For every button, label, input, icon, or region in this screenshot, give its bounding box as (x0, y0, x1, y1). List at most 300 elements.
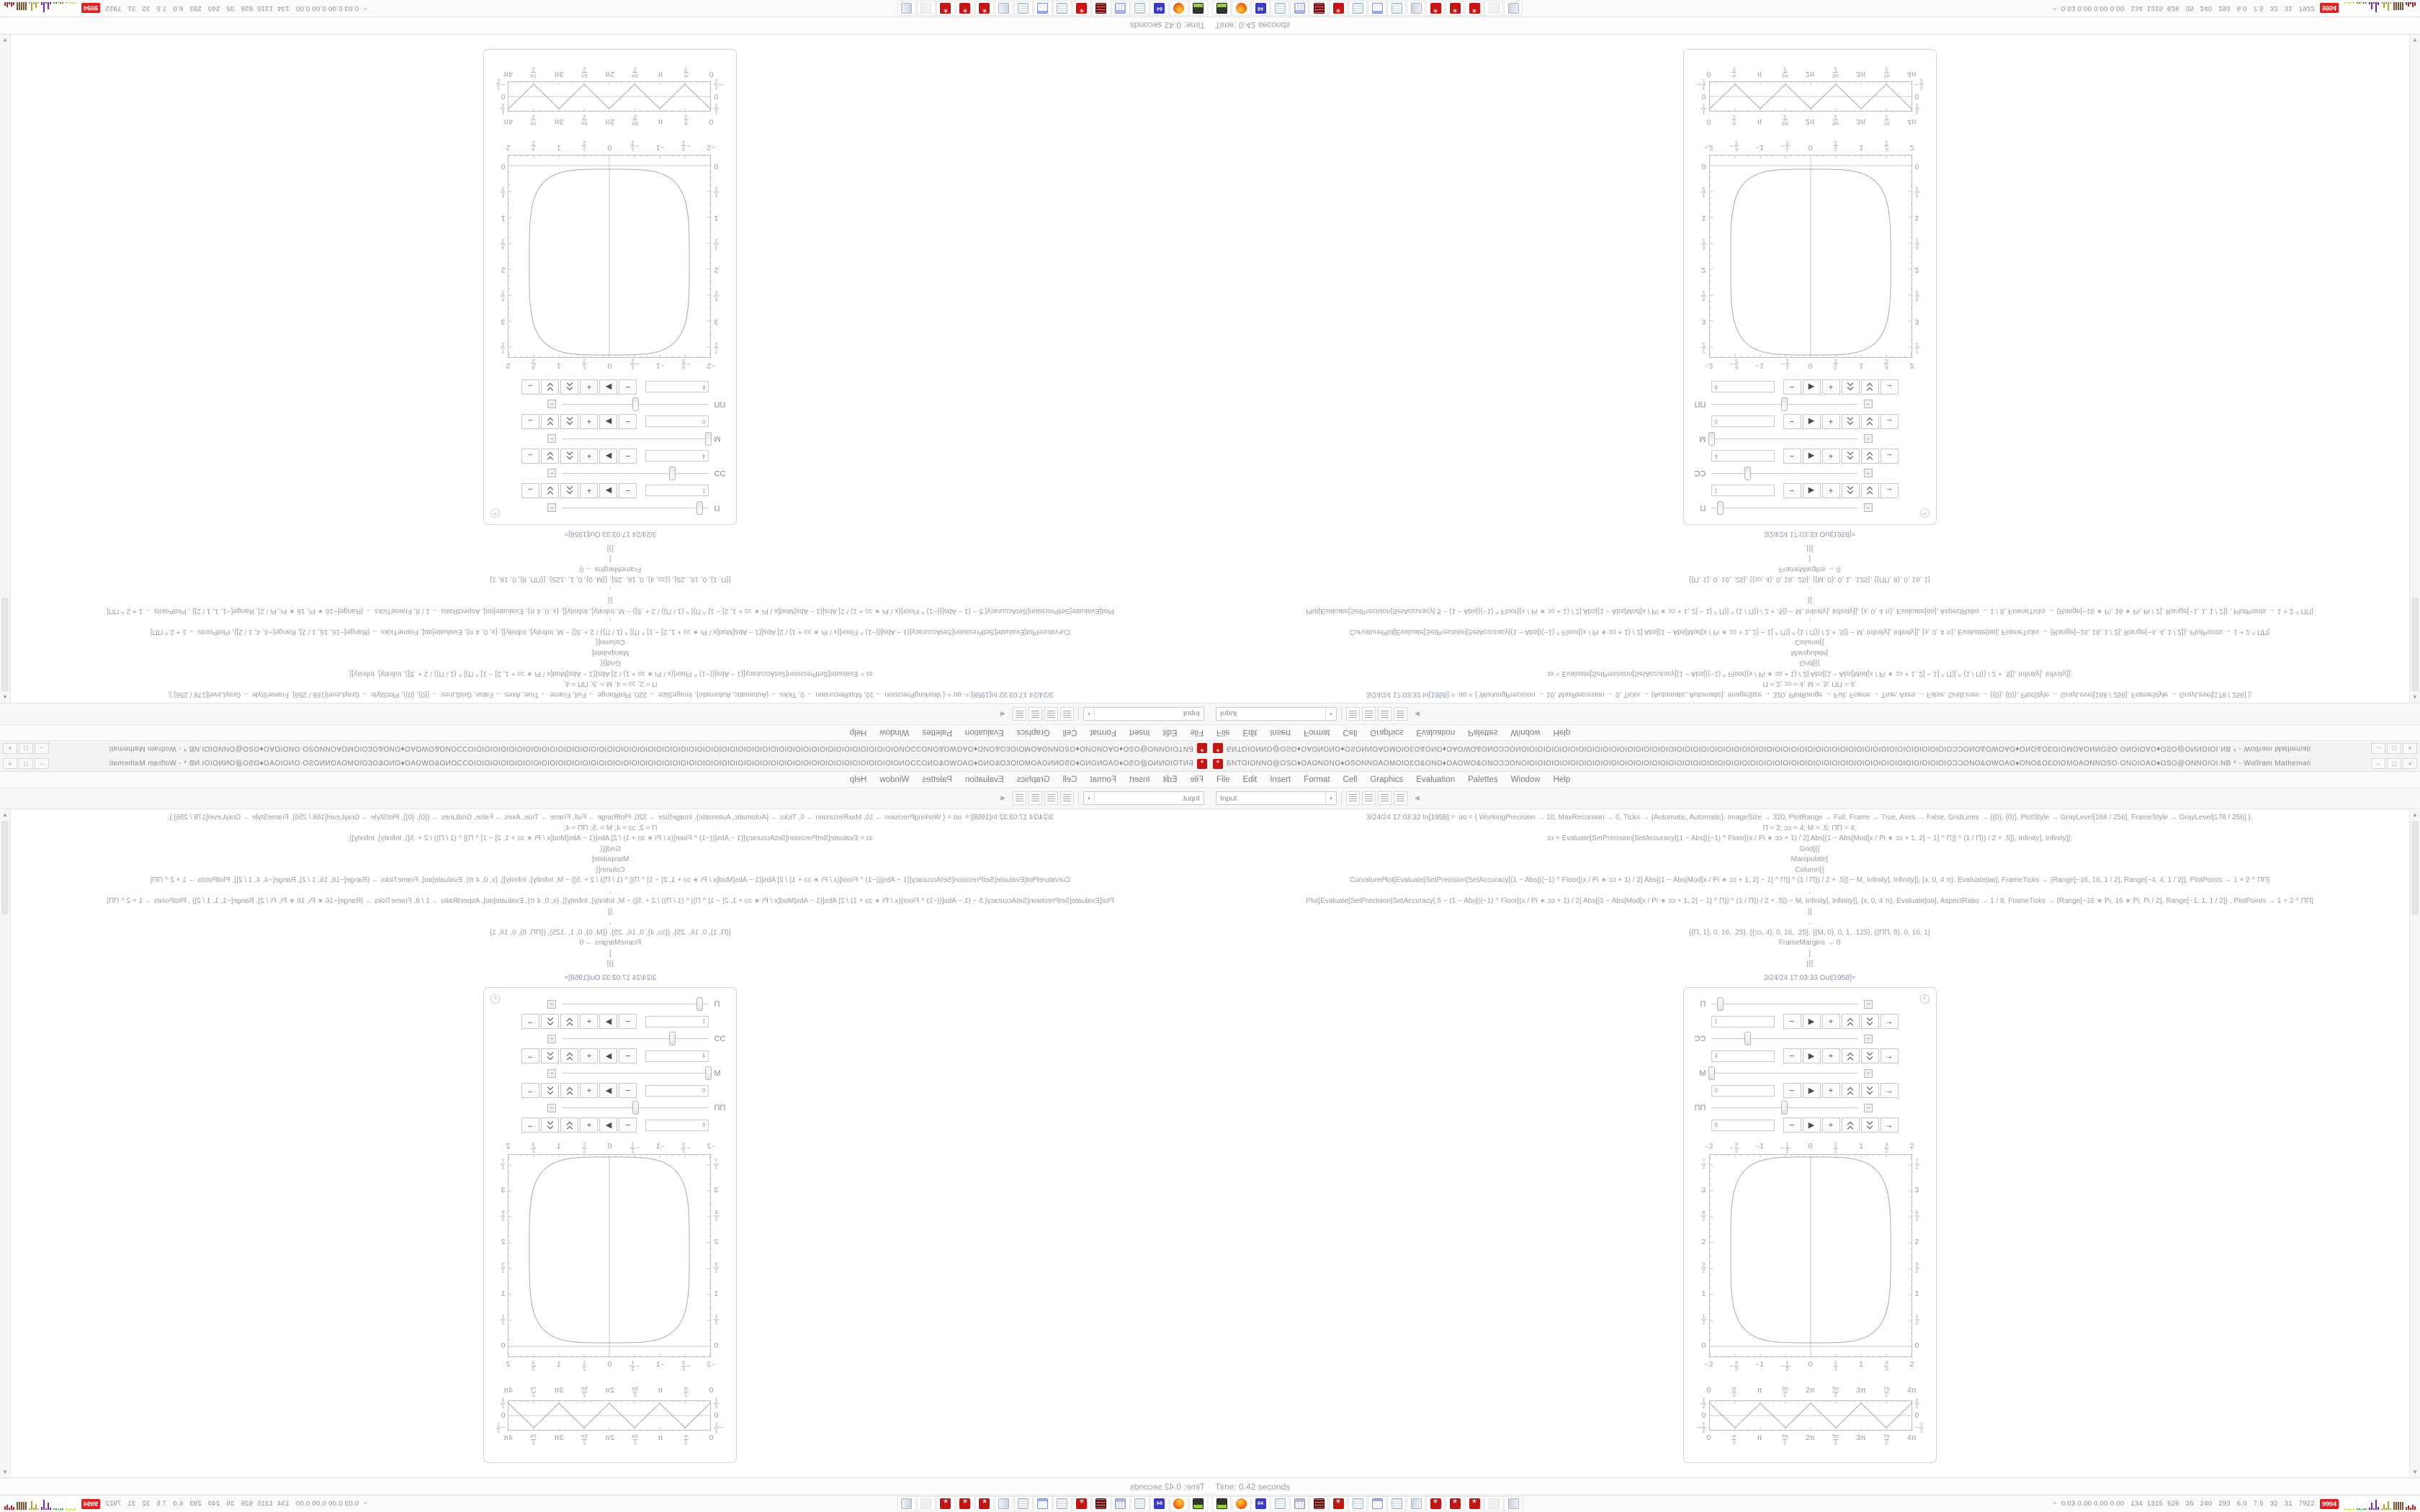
slider-M[interactable] (563, 431, 709, 447)
anim-minus-button[interactable]: − (619, 1117, 637, 1133)
slider-thumb[interactable] (1717, 502, 1724, 516)
anim-plus-button[interactable]: + (581, 1048, 599, 1063)
vertical-scrollbar[interactable] (2409, 809, 2420, 1477)
code-line[interactable]: ɜɜ = Evaluate[SetPrecision[SetAccuracy[(1 − Abs[((−1) ^ Floor[(x / Pi ∗ ɔɔ + 1) / 2] Abs[(1 − Abs[Mod[x / Pi ∗ ɔɔ + 1, 2] − 1] ^ Π)] ^ (1 / Π)) / 2 + .5]), Infinity], Infinity]]; (1546, 670, 2073, 678)
input-cell[interactable] (11, 543, 1210, 700)
taskbar-window-icon[interactable] (1034, 1496, 1052, 1511)
menu-item-cell[interactable]: Cell (1062, 728, 1077, 737)
slider-M[interactable] (1711, 431, 1857, 447)
alignment-button[interactable] (1028, 791, 1042, 805)
value-field[interactable]: 0 (646, 416, 709, 428)
code-line[interactable]: ɜɜ = Evaluate[SetPrecision[SetAccuracy[(1 − Abs[((−1) ^ Floor[(x / Pi ∗ ɔɔ + 1) / 2] Abs[(1 − Abs[Mod[x / Pi ∗ ɔɔ + 1, 2] − 1] ^ Π)] ^ (1 / Π)) / 2 + .5]), Infinity], Infinity]]; (347, 670, 874, 678)
code-line[interactable]: Plot[Evaluate[SetPrecision[SetAccuracy[.5 − (1 − Abs[((−1) ^ Floor[(x / Pi ∗ ɔɔ + 1) / 2] Abs[(1 − Abs[Mod[x / Pi ∗ ɔɔ + 1, 2] − 1] ^ Π)] ^ (1 / Π)) / 2 + .5]) − M, Infinity], Infinity]], {x, 0, 4 π}, Evaluate[ɑɑ], AspectRatio → 1 / 8, FrameTicks → {Range[−16 ∗ Pi, 16 ∗ Pi, Pi / 2], Range[−1, 1, 1 / 2]} , PlotPoints → 1 + 2 ^ ΠΠ] (107, 607, 1114, 615)
anim-chev-up-button[interactable] (1842, 414, 1860, 429)
anim-chev-down-button[interactable] (1861, 483, 1879, 498)
menu-item-edit[interactable]: Edit (1162, 728, 1178, 737)
close-button[interactable]: × (2403, 743, 2417, 754)
taskbar-window-icon[interactable] (1034, 1, 1052, 16)
anim-play-button[interactable]: ▶ (1803, 449, 1821, 464)
code-line[interactable]: Column[{ (1795, 865, 1824, 874)
toolbar-collapse-icon[interactable]: ◀ (1000, 794, 1005, 801)
code-line[interactable]: , (609, 918, 611, 926)
slider-ΠΠ[interactable] (1711, 1100, 1857, 1116)
anim-play-button[interactable]: ▶ (1803, 1117, 1821, 1133)
code-line[interactable]: Plot[Evaluate[SetPrecision[SetAccuracy[.5 − (1 − Abs[((−1) ^ Floor[(x / Pi ∗ ɔɔ + 1) / 2] Abs[(1 − Abs[Mod[x / Pi ∗ ɔɔ + 1, 2] − 1] ^ Π)] ^ (1 / Π)) / 2 + .5]) − M, Infinity], Infinity]], {x, 0, 4 π}, Evaluate[ɑɑ], AspectRatio → 1 / 8, FrameTicks → {Range[−16 ∗ Pi, 16 ∗ Pi, Pi / 2], Range[−1, 1, 1 / 2]} , PlotPoints → 1 + 2 ^ ΠΠ] (1306, 897, 2313, 905)
taskbar-gear-icon[interactable] (1426, 1, 1445, 16)
menu-item-insert[interactable]: Insert (1270, 775, 1291, 784)
code-line[interactable]: }] (1807, 907, 1812, 916)
anim-minus-button[interactable]: − (619, 483, 637, 498)
taskbar-window-icon[interactable] (1368, 1, 1386, 16)
menu-item-insert[interactable]: Insert (1129, 775, 1150, 784)
anim-arrow-right-button[interactable]: → (1881, 1083, 1899, 1098)
anim-chev-down-button[interactable] (1861, 1117, 1879, 1133)
alignment-button[interactable] (1044, 791, 1058, 805)
value-field[interactable]: 8 (646, 1120, 709, 1131)
anim-chev-down-button[interactable] (542, 414, 560, 429)
menu-item-edit[interactable]: Edit (1242, 728, 1258, 737)
anim-arrow-right-button[interactable]: → (522, 414, 540, 429)
taskbar-faded-icon[interactable] (1484, 1, 1503, 16)
code-line[interactable]: 3/24/24 17:03:32 In[1958]:= ɑɑ = { WorkingPrecision → 10, MaxRecursion → 0, Ticks → {Automatic, Automatic}, ImageSize → 320, PlotRange → Full, Frame → True, Axes → False, GridLines → {{0}, {0}}, PlotStyle → GrayLevel[168 / 256], FrameStyle → GrayLevel[178 / 256] }; (167, 814, 1054, 822)
code-line[interactable]: FrameMargins → 0 (1778, 939, 1841, 947)
code-line[interactable]: 3/24/24 17:03:32 In[1958]:= ɑɑ = { WorkingPrecision → 10, MaxRecursion → 0, Ticks → {Automatic, Automatic}, ImageSize → 320, PlotRange → Full, Frame → True, Axes → False, GridLines → {{0}, {0}}, PlotStyle → GrayLevel[168 / 256], FrameStyle → GrayLevel[178 / 256] }; (1366, 690, 2253, 698)
anim-minus-button[interactable]: − (1783, 414, 1801, 429)
anim-plus-button[interactable]: + (1822, 1083, 1840, 1098)
anim-chev-down-button[interactable] (1861, 449, 1879, 464)
value-field[interactable]: 8 (1711, 382, 1775, 393)
value-field[interactable]: 0 (646, 1085, 709, 1097)
menu-item-evaluation[interactable]: Evaluation (1416, 728, 1456, 737)
menu-item-insert[interactable]: Insert (1270, 728, 1291, 737)
alignment-button[interactable] (1028, 707, 1042, 721)
anim-plus-button[interactable]: + (1822, 414, 1840, 429)
control-collapse-button[interactable]: − (548, 400, 557, 409)
taskbar-gear-icon[interactable] (956, 1, 974, 16)
anim-chev-down-button[interactable] (1861, 414, 1879, 429)
control-collapse-button[interactable]: − (1864, 1069, 1873, 1078)
slider-thumb[interactable] (632, 1101, 639, 1115)
control-collapse-button[interactable]: − (548, 435, 557, 444)
code-line[interactable]: Manipulate[ (591, 855, 629, 863)
input-cell[interactable] (1210, 813, 2409, 970)
taskbar-gear-icon[interactable] (1072, 1496, 1091, 1511)
anim-play-button[interactable]: ▶ (600, 1117, 618, 1133)
scroll-down-icon[interactable]: ▼ (2, 37, 8, 43)
taskbar-notepad-icon[interactable] (1387, 1, 1406, 16)
value-field[interactable]: 4 (646, 451, 709, 462)
menu-item-edit[interactable]: Edit (1242, 775, 1258, 784)
value-field[interactable]: 0 (1711, 416, 1775, 428)
tray-expander-icon[interactable]: ^ (364, 1500, 367, 1508)
menu-item-window[interactable]: Window (1510, 728, 1541, 737)
taskbar-faded-icon[interactable] (1484, 1496, 1503, 1511)
menu-item-cell[interactable]: Cell (1062, 775, 1077, 784)
manipulate-options-button[interactable]: + (491, 994, 501, 1004)
anim-minus-button[interactable]: − (619, 414, 637, 429)
control-collapse-button[interactable]: − (1864, 469, 1873, 478)
menu-item-help[interactable]: Help (849, 728, 867, 737)
menu-item-window[interactable]: Window (879, 728, 910, 737)
slider-thumb[interactable] (706, 1066, 712, 1080)
taskbar-scroll-icon[interactable] (1407, 1496, 1425, 1511)
alignment-button[interactable] (1346, 791, 1360, 805)
anim-play-button[interactable]: ▶ (600, 414, 618, 429)
scroll-down-icon[interactable]: ▼ (2412, 37, 2418, 43)
taskbar-book-icon[interactable] (1092, 1496, 1111, 1511)
tray-expander-icon[interactable]: ^ (2053, 4, 2056, 12)
control-collapse-button[interactable]: − (1864, 1000, 1873, 1009)
cell-style-dropdown[interactable] (1083, 791, 1204, 805)
code-line[interactable]: }] (1807, 596, 1812, 605)
anim-play-button[interactable]: ▶ (1803, 379, 1821, 395)
close-button[interactable]: × (3, 743, 17, 754)
alignment-button[interactable] (1362, 707, 1376, 721)
tray-expander-icon[interactable]: ^ (364, 4, 367, 12)
tray-expander-icon[interactable]: ^ (2053, 1500, 2056, 1508)
anim-chev-down-button[interactable] (542, 449, 560, 464)
anim-chev-down-button[interactable] (1861, 1014, 1879, 1029)
slider-thumb[interactable] (1781, 398, 1788, 412)
taskbar-floppy-icon[interactable] (1251, 1, 1270, 16)
anim-play-button[interactable]: ▶ (1803, 414, 1821, 429)
alignment-button[interactable] (1378, 707, 1392, 721)
slider-thumb[interactable] (696, 502, 703, 516)
anim-arrow-right-button[interactable]: → (1881, 379, 1899, 395)
anim-play-button[interactable]: ▶ (1803, 1014, 1821, 1029)
taskbar-gear-icon[interactable] (1446, 1496, 1464, 1511)
code-line[interactable]: Plot[Evaluate[SetPrecision[SetAccuracy[.5 − (1 − Abs[((−1) ^ Floor[(x / Pi ∗ ɔɔ + 1) / 2] Abs[(1 − Abs[Mod[x / Pi ∗ ɔɔ + 1, 2] − 1] ^ Π)] ^ (1 / Π)) / 2 + .5]) − M, Infinity], Infinity]], {x, 0, 4 π}, Evaluate[ɑɑ], AspectRatio → 1 / 8, FrameTicks → {Range[−16 ∗ Pi, 16 ∗ Pi, Pi / 2], Range[−1, 1, 1 / 2]} , PlotPoints → 1 + 2 ^ ΠΠ] (107, 897, 1114, 905)
scroll-up-icon[interactable]: ▲ (2, 811, 8, 818)
anim-arrow-right-button[interactable]: → (522, 1117, 540, 1133)
taskbar-floppy-icon[interactable] (1150, 1, 1169, 16)
taskbar-notepad-icon[interactable] (1053, 1, 1072, 16)
slider-M[interactable] (563, 1066, 709, 1081)
maximize-button[interactable]: □ (19, 758, 33, 769)
code-line[interactable]: }}] (1806, 544, 1814, 552)
alignment-button[interactable] (1013, 791, 1026, 805)
taskbar-gear-icon[interactable] (1072, 1, 1091, 16)
code-line[interactable]: CurvaturePlot[Evaluate[SetPrecision[SetAccuracy[(1 − Abs[((−1) ^ Floor[(x / Pi ∗ ɔɔ + 1) / 2] Abs[(1 − Abs[Mod[x / Pi ∗ ɔɔ + 1, 2] − 1] ^ Π)] ^ (1 / Π)) / 2 + .5]) − M, Infinity], Infinity]], {x, 0, 4 π}, Evaluate[ɑɑ], FrameTicks → {Range[−16, 16, 1 / 2], Range[−4, 4, 1 / 2]}, PlotPoints → 1 + 2 ^ ΠΠ] (1349, 628, 2270, 636)
taskbar-scroll-icon[interactable] (897, 1, 916, 16)
scroll-down-icon[interactable]: ▼ (2412, 1469, 2418, 1475)
code-line[interactable]: CurvaturePlot[Evaluate[SetPrecision[SetAccuracy[(1 − Abs[((−1) ^ Floor[(x / Pi ∗ ɔɔ + 1) / 2] Abs[(1 − Abs[Mod[x / Pi ∗ ɔɔ + 1, 2] − 1] ^ Π)] ^ (1 / Π)) / 2 + .5]) − M, Infinity], Infinity]], {x, 0, 4 π}, Evaluate[ɑɑ], FrameTicks → {Range[−16, 16, 1 / 2], Range[−4, 4, 1 / 2]}, PlotPoints → 1 + 2 ^ ΠΠ] (150, 628, 1071, 636)
code-line[interactable]: {{Π, 1}, 0, 16, .25}, {{ɔɔ, 4}, 0, 16, .25}, {{M, 0}, 0, 1, .125}, {{ΠΠ, 8}, 0, 16, 1} (489, 575, 732, 584)
anim-plus-button[interactable]: + (1822, 1117, 1840, 1133)
code-line[interactable]: }}] (1806, 960, 1814, 968)
anim-plus-button[interactable]: + (1822, 483, 1840, 498)
control-collapse-button[interactable]: − (548, 504, 557, 513)
window-titlebar[interactable] (0, 756, 1210, 772)
anim-plus-button[interactable]: + (1822, 1014, 1840, 1029)
anim-plus-button[interactable]: + (1822, 1048, 1840, 1063)
alignment-button[interactable] (1044, 707, 1058, 721)
minimize-button[interactable]: – (2371, 758, 2385, 769)
taskbar-notepad-icon[interactable] (1131, 1, 1150, 16)
slider-thumb[interactable] (1744, 467, 1751, 481)
code-line[interactable]: {{Π, 1}, 0, 16, .25}, {{ɔɔ, 4}, 0, 16, .25}, {{M, 0}, 0, 1, .125}, {{ΠΠ, 8}, 0, 16, 1} (489, 928, 732, 937)
taskbar-faded-icon[interactable] (917, 1496, 936, 1511)
anim-chev-up-button[interactable] (1842, 449, 1860, 464)
code-line[interactable]: Manipulate[ (1791, 649, 1829, 657)
taskbar-faded-icon[interactable] (917, 1, 936, 16)
anim-chev-down-button[interactable] (542, 1048, 560, 1063)
anim-arrow-right-button[interactable]: → (522, 483, 540, 498)
taskbar-gear-icon[interactable] (1465, 1, 1484, 16)
anim-chev-down-button[interactable] (542, 1117, 560, 1133)
input-cell[interactable] (11, 813, 1210, 970)
taskbar-notepad-icon[interactable] (1348, 1, 1367, 16)
anim-chev-down-button[interactable] (1861, 1083, 1879, 1098)
slider-Π[interactable] (563, 500, 709, 516)
anim-chev-up-button[interactable] (561, 1083, 579, 1098)
anim-chev-up-button[interactable] (1842, 379, 1860, 395)
control-collapse-button[interactable]: − (1864, 400, 1873, 409)
anim-play-button[interactable]: ▶ (600, 1083, 618, 1098)
code-line[interactable]: 3/24/24 17:03:32 In[1958]:= ɑɑ = { WorkingPrecision → 10, MaxRecursion → 0, Ticks → {Automatic, Automatic}, ImageSize → 320, PlotRange → Full, Frame → True, Axes → False, GridLines → {{0}, {0}}, PlotStyle → GrayLevel[168 / 256], FrameStyle → GrayLevel[178 / 256] }; (167, 690, 1054, 698)
code-line[interactable]: , (609, 886, 611, 895)
taskbar-book-icon[interactable] (1309, 1, 1328, 16)
menu-item-file[interactable]: File (1190, 728, 1204, 737)
taskbar-firefox-icon[interactable] (1170, 1, 1188, 16)
control-collapse-button[interactable]: − (548, 1104, 557, 1112)
scrollbar-thumb[interactable] (2411, 821, 2419, 914)
slider-Π[interactable] (1711, 996, 1857, 1012)
menu-item-help[interactable]: Help (849, 775, 867, 784)
taskbar-scroll-icon[interactable] (897, 1496, 916, 1511)
close-button[interactable]: × (2403, 758, 2417, 769)
taskbar-firefox-icon[interactable] (1232, 1, 1250, 16)
alignment-button[interactable] (1060, 791, 1074, 805)
code-line[interactable]: FrameMargins → 0 (1778, 565, 1841, 573)
slider-ΠΠ[interactable] (1711, 397, 1857, 413)
slider-thumb[interactable] (1717, 997, 1724, 1011)
scrollbar-thumb[interactable] (2411, 598, 2419, 691)
code-line[interactable]: Π = 2; ɔɔ = 4; M = .5; ΠΠ = 4; (1762, 824, 1857, 832)
menu-item-palettes[interactable]: Palettes (1468, 728, 1498, 737)
taskbar-calc-icon[interactable] (1111, 1, 1130, 16)
code-line[interactable]: {{Π, 1}, 0, 16, .25}, {{ɔɔ, 4}, 0, 16, .25}, {{M, 0}, 0, 1, .125}, {{ΠΠ, 8}, 0, 16, 1} (1688, 928, 1931, 937)
anim-arrow-right-button[interactable]: → (1881, 449, 1899, 464)
value-field[interactable]: 1 (1711, 1016, 1775, 1027)
menu-item-palettes[interactable]: Palettes (922, 728, 952, 737)
code-line[interactable]: Grid[{{ (600, 659, 621, 667)
code-line[interactable]: 3/24/24 17:03:32 In[1958]:= ɑɑ = { WorkingPrecision → 10, MaxRecursion → 0, Ticks → {Automatic, Automatic}, ImageSize → 320, PlotRange → Full, Frame → True, Axes → False, GridLines → {{0}, {0}}, PlotStyle → GrayLevel[168 / 256], FrameStyle → GrayLevel[178 / 256] }; (1366, 814, 2253, 822)
slider-thumb[interactable] (1781, 1101, 1788, 1115)
anim-chev-up-button[interactable] (561, 1117, 579, 1133)
code-line[interactable]: CurvaturePlot[Evaluate[SetPrecision[SetAccuracy[(1 − Abs[((−1) ^ Floor[(x / Pi ∗ ɔɔ + 1) / 2] Abs[(1 − Abs[Mod[x / Pi ∗ ɔɔ + 1, 2] − 1] ^ Π)] ^ (1 / Π)) / 2 + .5]) − M, Infinity], Infinity]], {x, 0, 4 π}, Evaluate[ɑɑ], FrameTicks → {Range[−16, 16, 1 / 2], Range[−4, 4, 1 / 2]}, PlotPoints → 1 + 2 ^ ΠΠ] (1349, 876, 2270, 884)
code-line[interactable]: FrameMargins → 0 (579, 565, 642, 573)
menu-item-file[interactable]: File (1190, 775, 1204, 784)
anim-chev-up-button[interactable] (1842, 1014, 1860, 1029)
scroll-up-icon[interactable]: ▲ (2412, 811, 2418, 818)
anim-arrow-right-button[interactable]: → (522, 449, 540, 464)
code-line[interactable]: Π = 2; ɔɔ = 4; M = .5; ΠΠ = 4; (563, 824, 658, 832)
anim-plus-button[interactable]: + (581, 1083, 599, 1098)
anim-minus-button[interactable]: − (1783, 1117, 1801, 1133)
code-line[interactable]: Column[{ (596, 865, 625, 874)
cell-style-dropdown[interactable] (1216, 707, 1337, 721)
code-line[interactable]: FrameMargins → 0 (579, 939, 642, 947)
scrollbar-thumb[interactable] (1, 598, 9, 691)
anim-minus-button[interactable]: − (619, 1083, 637, 1098)
anim-chev-down-button[interactable] (1861, 1048, 1879, 1063)
anim-plus-button[interactable]: + (1822, 379, 1840, 395)
anim-plus-button[interactable]: + (581, 379, 599, 395)
control-collapse-button[interactable]: − (1864, 435, 1873, 444)
anim-plus-button[interactable]: + (581, 1117, 599, 1133)
anim-minus-button[interactable]: − (1783, 1083, 1801, 1098)
anim-chev-up-button[interactable] (1842, 1117, 1860, 1133)
value-field[interactable]: 1 (646, 1016, 709, 1027)
code-line[interactable]: CurvaturePlot[Evaluate[SetPrecision[SetAccuracy[(1 − Abs[((−1) ^ Floor[(x / Pi ∗ ɔɔ + 1) / 2] Abs[(1 − Abs[Mod[x / Pi ∗ ɔɔ + 1, 2] − 1] ^ Π)] ^ (1 / Π)) / 2 + .5]) − M, Infinity], Infinity]], {x, 0, 4 π}, Evaluate[ɑɑ], FrameTicks → {Range[−16, 16, 1 / 2], Range[−4, 4, 1 / 2]}, PlotPoints → 1 + 2 ^ ΠΠ] (150, 876, 1071, 884)
code-line[interactable]: }}] (606, 960, 614, 968)
taskbar-notepad-icon[interactable] (1270, 1496, 1289, 1511)
taskbar-calc-icon[interactable] (1111, 1496, 1130, 1511)
code-line[interactable]: Plot[Evaluate[SetPrecision[SetAccuracy[.5 − (1 − Abs[((−1) ^ Floor[(x / Pi ∗ ɔɔ + 1) / 2] Abs[(1 − Abs[Mod[x / Pi ∗ ɔɔ + 1, 2] − 1] ^ Π)] ^ (1 / Π)) / 2 + .5]) − M, Infinity], Infinity]], {x, 0, 4 π}, Evaluate[ɑɑ], AspectRatio → 1 / 8, FrameTicks → {Range[−16 ∗ Pi, 16 ∗ Pi, Pi / 2], Range[−1, 1, 1 / 2]} , PlotPoints → 1 + 2 ^ ΠΠ] (1306, 607, 2313, 615)
anim-minus-button[interactable]: − (1783, 1014, 1801, 1029)
taskbar-gear-icon[interactable] (975, 1, 994, 16)
window-titlebar[interactable] (1210, 756, 2420, 772)
anim-chev-up-button[interactable] (561, 1048, 579, 1063)
taskbar-notepad-icon[interactable] (1270, 1, 1289, 16)
code-line[interactable]: , (1809, 918, 1811, 926)
menu-item-help[interactable]: Help (1553, 728, 1571, 737)
value-field[interactable]: 0 (1711, 1085, 1775, 1097)
slider-thumb[interactable] (1744, 1032, 1751, 1045)
code-line[interactable]: }] (608, 907, 613, 916)
taskbar-scroll-icon[interactable] (995, 1, 1013, 16)
cell-style-dropdown[interactable] (1216, 791, 1337, 805)
code-line[interactable]: }}] (606, 544, 614, 552)
code-line[interactable]: , (1809, 886, 1811, 895)
code-line[interactable]: ] (1809, 949, 1811, 958)
minimize-button[interactable]: – (35, 758, 49, 769)
anim-chev-up-button[interactable] (1842, 1048, 1860, 1063)
menu-item-evaluation[interactable]: Evaluation (964, 775, 1004, 784)
anim-plus-button[interactable]: + (1822, 449, 1840, 464)
anim-chev-up-button[interactable] (561, 483, 579, 498)
slider-thumb[interactable] (632, 398, 639, 412)
menu-item-cell[interactable]: Cell (1343, 728, 1358, 737)
anim-arrow-right-button[interactable]: → (1881, 414, 1899, 429)
value-field[interactable]: 4 (1711, 451, 1775, 462)
manipulate-options-button[interactable]: + (491, 509, 501, 518)
taskbar-notepad-icon[interactable] (1014, 1, 1033, 16)
window-titlebar[interactable] (0, 740, 1210, 756)
taskbar-book-icon[interactable] (1309, 1496, 1328, 1511)
value-field[interactable]: 8 (1711, 1120, 1775, 1131)
anim-chev-up-button[interactable] (1842, 1083, 1860, 1098)
code-line[interactable]: Grid[{{ (600, 845, 621, 853)
vertical-scrollbar[interactable] (0, 35, 11, 703)
anim-chev-down-button[interactable] (542, 1083, 560, 1098)
code-line[interactable]: Grid[{{ (1799, 659, 1820, 667)
menu-item-evaluation[interactable]: Evaluation (964, 728, 1004, 737)
taskbar-floppy-icon[interactable] (1150, 1496, 1169, 1511)
alignment-button[interactable] (1362, 791, 1376, 805)
input-cell[interactable] (1210, 543, 2409, 700)
menu-item-file[interactable]: File (1216, 728, 1230, 737)
toolbar-collapse-icon[interactable]: ◀ (1415, 711, 1420, 718)
slider-ΠΠ[interactable] (563, 1100, 709, 1116)
code-line[interactable]: ] (609, 554, 611, 563)
minimize-button[interactable]: – (2371, 743, 2385, 754)
anim-arrow-right-button[interactable]: → (522, 1048, 540, 1063)
menu-item-cell[interactable]: Cell (1343, 775, 1358, 784)
taskbar-gear-icon[interactable] (1446, 1, 1464, 16)
scroll-up-icon[interactable]: ▲ (2412, 694, 2418, 701)
notebook-content[interactable] (11, 35, 1210, 703)
anim-plus-button[interactable]: + (581, 449, 599, 464)
slider-thumb[interactable] (669, 467, 676, 481)
anim-minus-button[interactable]: − (1783, 449, 1801, 464)
vertical-scrollbar[interactable] (2409, 35, 2420, 703)
window-titlebar[interactable] (1210, 740, 2420, 756)
taskbar-notepad-icon[interactable] (1131, 1496, 1150, 1511)
anim-chev-up-button[interactable] (561, 414, 579, 429)
taskbar-gear-icon[interactable] (975, 1496, 994, 1511)
slider-thumb[interactable] (669, 1032, 676, 1045)
taskbar-notepad-icon[interactable] (1387, 1496, 1406, 1511)
close-button[interactable]: × (3, 758, 17, 769)
menu-item-graphics[interactable]: Graphics (1370, 775, 1404, 784)
anim-chev-up-button[interactable] (561, 449, 579, 464)
code-line[interactable]: Manipulate[ (1791, 855, 1829, 863)
taskbar-terminal-icon[interactable] (1212, 1, 1231, 16)
toolbar-collapse-icon[interactable]: ◀ (1000, 711, 1005, 718)
slider-ƆƆ[interactable] (1711, 1031, 1857, 1047)
code-line[interactable]: Manipulate[ (591, 649, 629, 657)
slider-thumb[interactable] (1708, 433, 1715, 446)
code-line[interactable]: Column[{ (596, 638, 625, 647)
anim-chev-up-button[interactable] (561, 379, 579, 395)
anim-play-button[interactable]: ▶ (600, 1014, 618, 1029)
code-line[interactable]: Π = 2; ɔɔ = 4; M = .5; ΠΠ = 4; (1762, 680, 1857, 688)
manipulate-options-button[interactable]: + (1920, 509, 1930, 518)
anim-arrow-right-button[interactable]: → (1881, 483, 1899, 498)
code-line[interactable]: ɜɜ = Evaluate[SetPrecision[SetAccuracy[(1 − Abs[((−1) ^ Floor[(x / Pi ∗ ɔɔ + 1) / 2] Abs[(1 − Abs[Mod[x / Pi ∗ ɔɔ + 1, 2] − 1] ^ Π)] ^ (1 / Π)) / 2 + .5]), Infinity], Infinity]]; (347, 834, 874, 842)
anim-minus-button[interactable]: − (1783, 483, 1801, 498)
value-field[interactable]: 4 (1711, 1050, 1775, 1062)
slider-ƆƆ[interactable] (1711, 466, 1857, 482)
alignment-button[interactable] (1378, 791, 1392, 805)
taskbar-gear-icon[interactable] (1329, 1, 1348, 16)
menu-item-help[interactable]: Help (1553, 775, 1571, 784)
manipulate-options-button[interactable]: + (1920, 994, 1930, 1004)
notebook-content[interactable] (1210, 35, 2409, 703)
control-collapse-button[interactable]: − (1864, 1035, 1873, 1043)
anim-play-button[interactable]: ▶ (1803, 1083, 1821, 1098)
cell-style-dropdown[interactable] (1083, 707, 1204, 721)
anim-arrow-right-button[interactable]: → (1881, 1117, 1899, 1133)
taskbar-gear-icon[interactable] (936, 1, 955, 16)
anim-chev-down-button[interactable] (542, 483, 560, 498)
toolbar-collapse-icon[interactable]: ◀ (1415, 794, 1420, 801)
taskbar-gear-icon[interactable] (1329, 1496, 1348, 1511)
code-line[interactable]: Grid[{{ (1799, 845, 1820, 853)
menu-item-edit[interactable]: Edit (1162, 775, 1178, 784)
control-collapse-button[interactable]: − (548, 1069, 557, 1078)
taskbar-notepad-icon[interactable] (1053, 1496, 1072, 1511)
taskbar-firefox-icon[interactable] (1232, 1496, 1250, 1511)
anim-chev-down-button[interactable] (542, 1014, 560, 1029)
anim-chev-up-button[interactable] (561, 1014, 579, 1029)
slider-Π[interactable] (1711, 500, 1857, 516)
alignment-button[interactable] (1394, 707, 1407, 721)
anim-minus-button[interactable]: − (1783, 379, 1801, 395)
anim-play-button[interactable]: ▶ (600, 379, 618, 395)
